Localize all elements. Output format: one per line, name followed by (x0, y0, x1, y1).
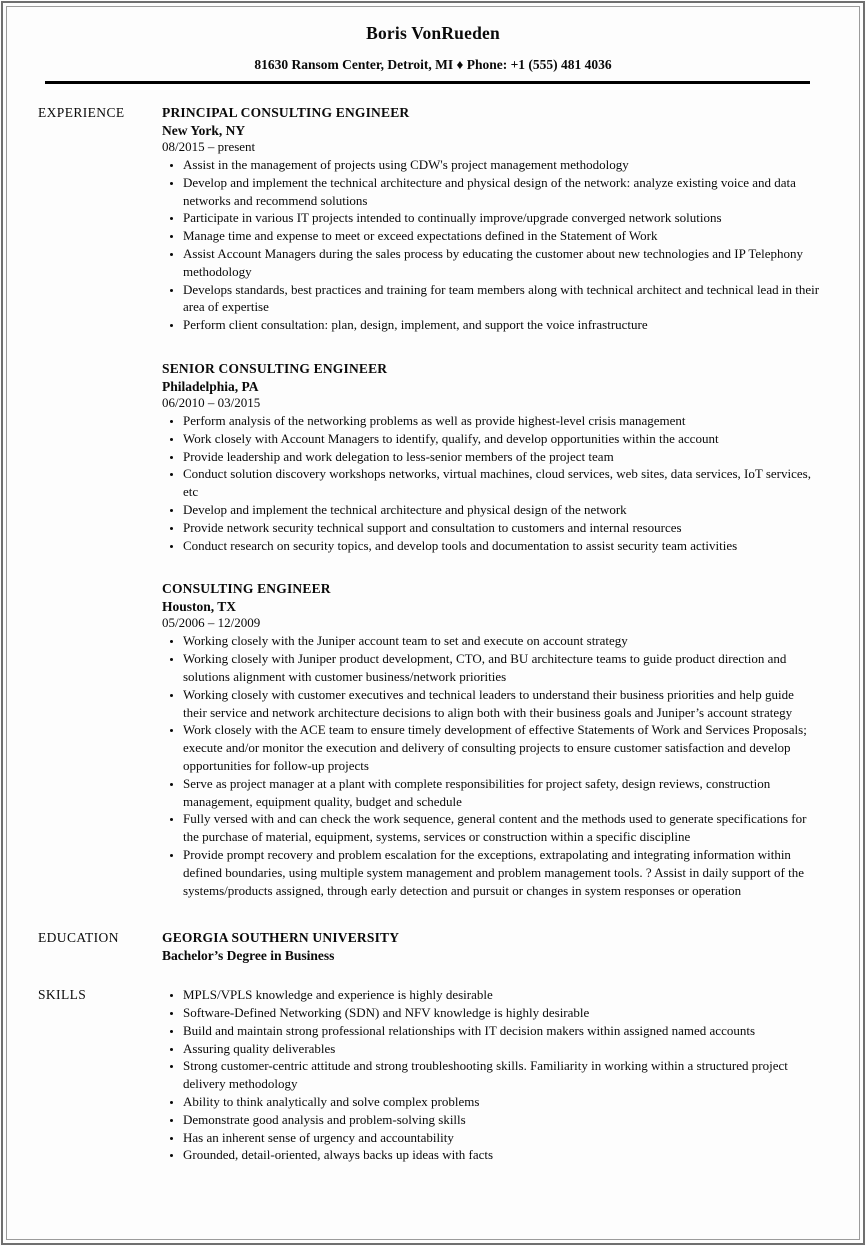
job-bullet: • Working closely with Juniper product development, CTO, and BU architecture teams to guide product direction and solutions alignment with customer business/network priorities (183, 650, 822, 686)
experience-section (0, 103, 866, 899)
job-bullet: • Develop and implement the technical architecture and physical design of the network: analyze existing voice and data networks and recommend solutions (183, 174, 822, 210)
job-bullet: • Conduct solution discovery workshops networks, virtual machines, cloud services, web sites, data services, IoT services, etc (183, 465, 822, 501)
job-bullet-list (162, 156, 822, 334)
candidate-name: Boris VonRueden (366, 23, 500, 43)
job-dates: 06/2010 – 03/2015 (162, 394, 261, 410)
skill-item: • Strong customer-centric attitude and strong troubleshooting skills. Familiarity in working within a structured project delivery methodology (183, 1057, 822, 1093)
job-bullet: • Provide network security technical support and consultation to customers and internal resources (183, 519, 822, 537)
job-bullet: • Develop and implement the technical architecture and physical design of the network (183, 501, 822, 519)
job-bullet: • Manage time and expense to meet or exceed expectations defined in the Statement of Work (183, 227, 822, 245)
school-name: GEORGIA SOUTHERN UNIVERSITY (162, 930, 400, 946)
job-bullet: • Working closely with customer executives and technical leaders to understand their business priorities and help guide their service and network architecture decisions to align both with their business goals and Juniper’s account strategy (183, 686, 822, 722)
skill-item: • MPLS/VPLS knowledge and experience is highly desirable (183, 986, 822, 1004)
education-section (0, 928, 866, 965)
skill-item: • Ability to think analytically and solve complex problems (183, 1093, 822, 1111)
job-bullet-list (162, 412, 822, 554)
experience-label: EXPERIENCE (38, 105, 125, 120)
job-entry-principal-consulting-engineer (162, 103, 822, 334)
job-bullet: • Provide prompt recovery and problem escalation for the exceptions, extrapolating and integrating information within defined boundaries, using multiple system management and problem management tools. ? Assist in daily support of the systems/products assigned, through early detection and pursuit or changes in system responses or operation (183, 846, 822, 899)
resume-header (0, 0, 866, 84)
job-bullet: • Working closely with the Juniper account team to set and execute on account strategy (183, 632, 822, 650)
job-bullet: • Assist Account Managers during the sales process by educating the customer about new technologies and IP Telephony methodology (183, 245, 822, 281)
job-bullet: • Fully versed with and can check the work sequence, general content and the methods used to generate specifications for the purchase of material, equipment, systems, services or construction within a specific discipline (183, 810, 822, 846)
skills-content (162, 985, 822, 1164)
skills-label: SKILLS (38, 987, 87, 1003)
skill-item: • Has an inherent sense of urgency and accountability (183, 1129, 822, 1147)
skill-item: • Assuring quality deliverables (183, 1040, 822, 1058)
skill-item: • Grounded, detail-oriented, always backs up ideas with facts (183, 1146, 822, 1164)
degree-name: Bachelor’s Degree in Business (162, 948, 335, 964)
job-bullet: • Serve as project manager at a plant with complete responsibilities for project safety, design reviews, construction management, equipment quality, budget and schedule (183, 775, 822, 811)
job-dates: 08/2015 – present (162, 139, 256, 154)
job-title: SENIOR CONSULTING ENGINEER (162, 360, 388, 376)
experience-content (162, 103, 822, 899)
job-location: Philadelphia, PA (162, 378, 259, 394)
resume-body (0, 84, 866, 1164)
job-bullet: • Conduct research on security topics, and develop tools and documentation to assist security team activities (183, 537, 822, 555)
skill-item: • Demonstrate good analysis and problem-solving skills (183, 1111, 822, 1129)
education-label: EDUCATION (38, 930, 119, 946)
job-bullet: • Develops standards, best practices and training for team members along with technical architect and technical lead in their area of expertise (183, 281, 822, 317)
job-bullet-list (162, 632, 822, 899)
job-bullet: • Provide leadership and work delegation to less-senior members of the project team (183, 448, 822, 466)
job-bullet: • Assist in the management of projects using CDW's project management methodology (183, 156, 822, 174)
skill-item: • Build and maintain strong professional relationships with IT decision makers within assigned named accounts (183, 1022, 822, 1040)
job-title: CONSULTING ENGINEER (162, 581, 331, 597)
contact-line: 81630 Ransom Center, Detroit, MI ♦ Phone: +1 (555) 481 4036 (254, 57, 612, 72)
job-bullet: • Participate in various IT projects intended to continually improve/upgrade converged network solutions (183, 209, 822, 227)
skills-list (162, 986, 822, 1164)
job-entry-consulting-engineer (162, 579, 822, 899)
job-location: New York, NY (162, 123, 246, 138)
education-content (162, 928, 822, 965)
job-entry-senior-consulting-engineer (162, 359, 822, 554)
job-dates: 05/2006 – 12/2009 (162, 615, 261, 631)
job-bullet: • Perform client consultation: plan, design, implement, and support the voice infrastructure (183, 316, 822, 334)
job-bullet: • Perform analysis of the networking problems as well as provide highest-level crisis management (183, 412, 822, 430)
job-title: PRINCIPAL CONSULTING ENGINEER (162, 105, 410, 120)
job-location: Houston, TX (162, 599, 237, 615)
job-bullet: • Work closely with Account Managers to identify, qualify, and develop opportunities within the account (183, 430, 822, 448)
skills-section (0, 985, 866, 1164)
job-bullet: • Work closely with the ACE team to ensure timely development of effective Statements of Work and Services Proposals; execute and/or monitor the execution and delivery of consulting projects to ensure customer satisfaction and develop opportunities for follow-up projects (183, 721, 822, 774)
skill-item: • Software-Defined Networking (SDN) and NFV knowledge is highly desirable (183, 1004, 822, 1022)
